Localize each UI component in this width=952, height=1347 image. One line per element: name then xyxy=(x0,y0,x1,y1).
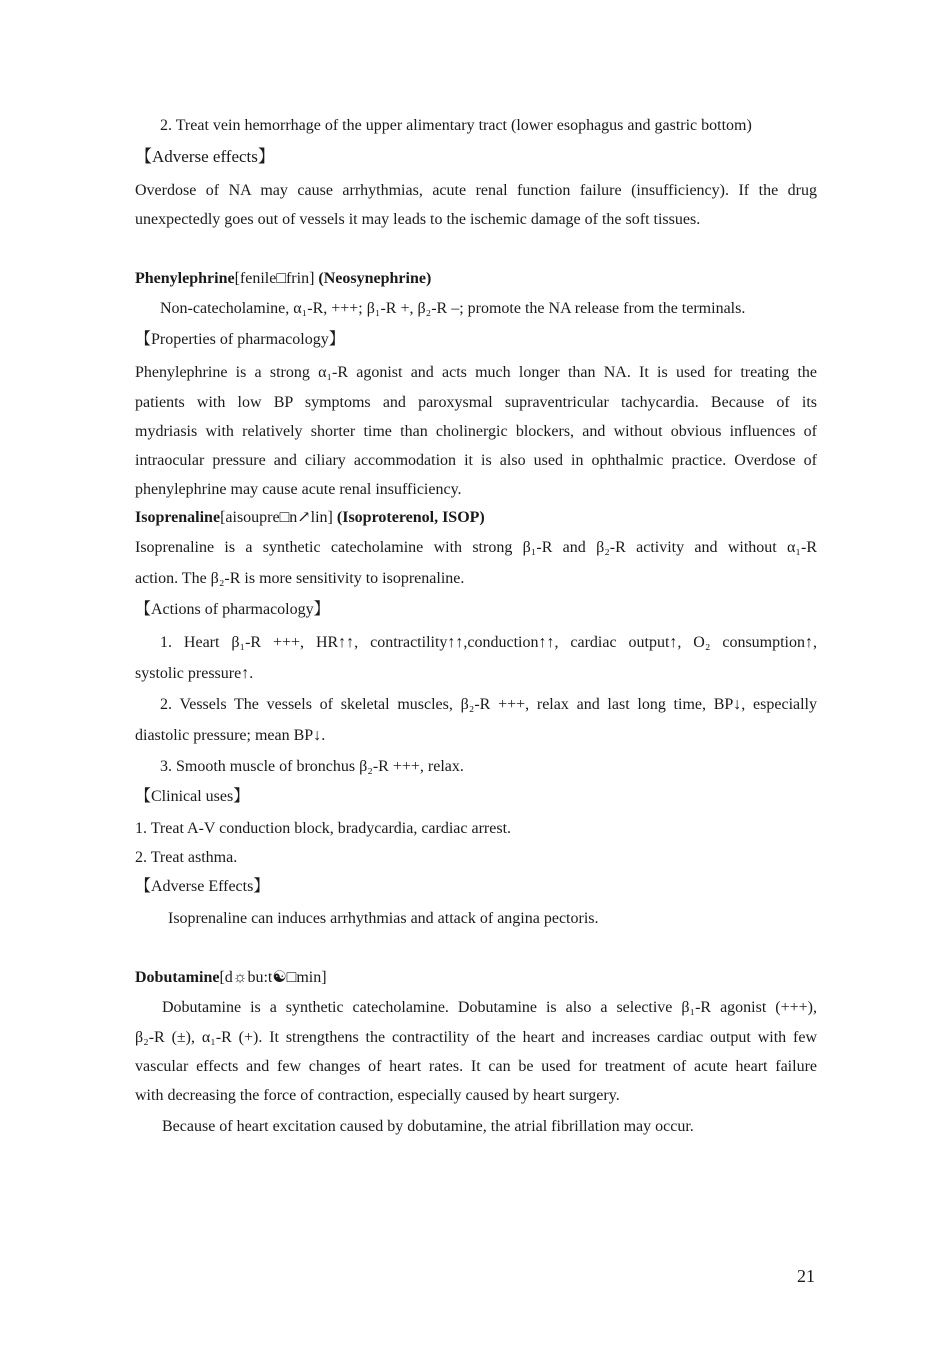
paragraph-line: unexpectedly goes out of vessels it may leads to the ischemic damage of the soft tissues. xyxy=(135,211,701,228)
paragraph-line: 1. Heart β₁-R +++, HR↑↑, contractility↑↑,conduction↑↑, cardiac output↑, O₂ consumption↑, xyxy=(160,634,817,651)
heading-adverse-effects-2: 【Adverse Effects】 xyxy=(135,878,270,895)
heading-actions: 【Actions of pharmacology】 xyxy=(135,601,330,618)
page-number: 21 xyxy=(797,1266,815,1286)
paragraph-line: systolic pressure↑. xyxy=(135,665,254,682)
paragraph-line: Because of heart excitation caused by dobutamine, the atrial fibrillation may occur. xyxy=(162,1118,694,1135)
drug-name: Isoprenaline xyxy=(135,509,221,526)
paragraph-line: 3. Smooth muscle of bronchus β₂-R +++, relax. xyxy=(160,758,464,775)
paragraph-line: Isoprenaline is a synthetic catecholamine with strong β₁-R and β₂-R activity and without α₁-R xyxy=(135,539,817,556)
paragraph-line: with decreasing the force of contraction, especially caused by heart surgery. xyxy=(135,1087,620,1104)
drug-name: Dobutamine xyxy=(135,969,220,986)
drug-alt-name: (Isoproterenol, ISOP) xyxy=(336,509,485,526)
drug-pronunciation: [fenile□frin] xyxy=(234,270,319,287)
drug-name: Phenylephrine xyxy=(135,270,235,287)
paragraph-line: intraocular pressure and ciliary accommodation it is also used in ophthalmic practice. Overdose of xyxy=(135,452,817,469)
drug-pronunciation: [aisoupre□n↗lin] xyxy=(220,509,337,526)
drug-title-phenylephrine xyxy=(135,268,431,290)
paragraph-line: Non-catecholamine, α₁-R, +++; β₁-R +, β₂-R –; promote the NA release from the terminals. xyxy=(160,300,746,317)
paragraph-line: patients with low BP symptoms and paroxysmal supraventricular tachycardia. Because of its xyxy=(135,394,817,411)
paragraph-line: Isoprenaline can induces arrhythmias and attack of angina pectoris. xyxy=(168,910,599,927)
drug-title-isoprenaline xyxy=(135,507,485,529)
list-item: 2. Treat asthma. xyxy=(135,849,238,866)
treatment-item-2: 2. Treat vein hemorrhage of the upper alimentary tract (lower esophagus and gastric bottom) xyxy=(160,117,752,134)
paragraph-line: diastolic pressure; mean BP↓. xyxy=(135,727,326,744)
paragraph-line: phenylephrine may cause acute renal insufficiency. xyxy=(135,481,462,498)
drug-title-dobutamine xyxy=(135,967,327,989)
paragraph-line: 2. Vessels The vessels of skeletal muscles, β₂-R +++, relax and last long time, BP↓, especially xyxy=(160,696,817,713)
paragraph-line: action. The β₂-R is more sensitivity to isoprenaline. xyxy=(135,570,465,587)
heading-adverse-effects: 【Adverse effects】 xyxy=(135,147,275,166)
drug-alt-name: (Neosynephrine) xyxy=(318,270,432,287)
paragraph-line: vascular effects and few changes of heart rates. It can be used for treatment of acute heart failure xyxy=(135,1058,817,1075)
heading-properties: 【Properties of pharmacology】 xyxy=(135,331,345,348)
paragraph-line: β₂-R (±), α₁-R (+). It strengthens the contractility of the heart and increases cardiac output with few xyxy=(135,1029,817,1046)
drug-pronunciation: [d☼bu:t☯□min] xyxy=(219,969,327,986)
paragraph-line: mydriasis with relatively shorter time than cholinergic blockers, and without obvious influences of xyxy=(135,423,817,440)
list-item: 1. Treat A-V conduction block, bradycardia, cardiac arrest. xyxy=(135,820,512,837)
heading-clinical-uses: 【Clinical uses】 xyxy=(135,788,250,805)
paragraph-line: Overdose of NA may cause arrhythmias, acute renal function failure (insufficiency). If the drug xyxy=(135,182,817,199)
paragraph-line: Dobutamine is a synthetic catecholamine. Dobutamine is also a selective β₁-R agonist (+++), xyxy=(162,999,817,1016)
paragraph-line: Phenylephrine is a strong α₁-R agonist and acts much longer than NA. It is used for treating the xyxy=(135,364,817,381)
